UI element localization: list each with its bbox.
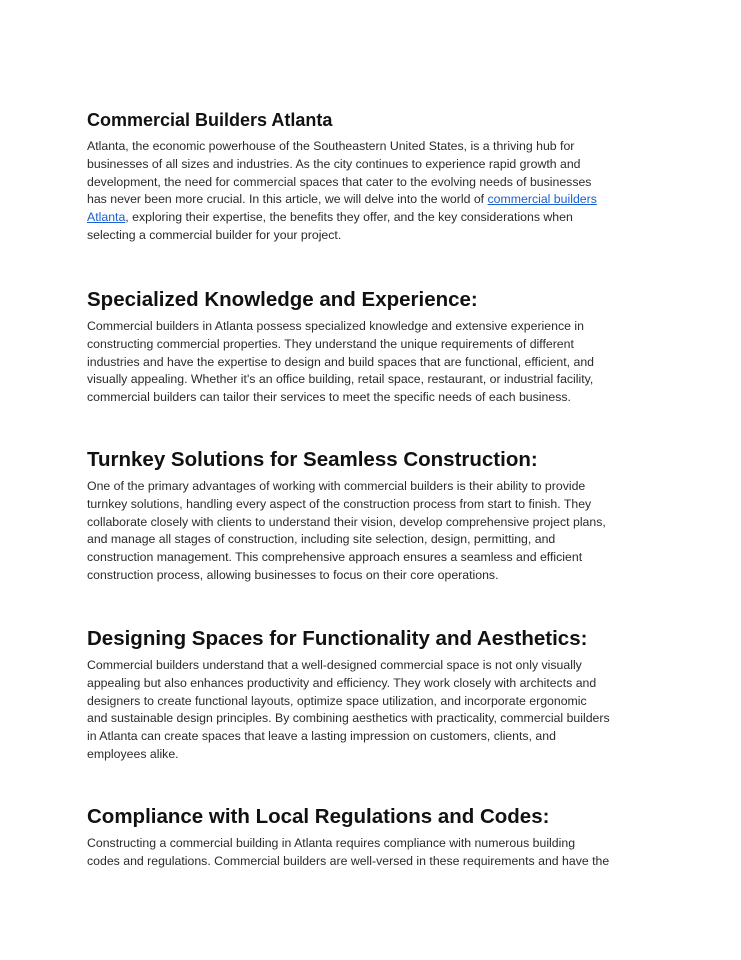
- section-paragraph: [87, 835, 652, 871]
- paragraph-line: visually appealing. Whether it's an office building, retail space, restaurant, or industrial facility,: [87, 372, 594, 387]
- paragraph-line: businesses of all sizes and industries. As the city continues to experience rapid growth and: [87, 156, 581, 171]
- paragraph-line-with-link: [87, 209, 652, 227]
- section-heading: Compliance with Local Regulations and Codes:: [87, 805, 550, 828]
- paragraph-text: , exploring their expertise, the benefits they offer, and the key considerations when: [125, 210, 573, 225]
- section-compliance: [87, 805, 652, 871]
- paragraph-line: commercial builders can tailor their services to meet the specific needs of each business.: [87, 390, 571, 405]
- paragraph-line: constructing commercial properties. They understand the unique requirements of different: [87, 336, 574, 351]
- paragraph-line: construction management. This comprehensive approach ensures a seamless and efficient: [87, 550, 583, 565]
- paragraph-line: Constructing a commercial building in Atlanta requires compliance with numerous building: [87, 836, 576, 850]
- paragraph-line: appealing but also enhances productivity and efficiency. They work closely with architects and: [87, 675, 597, 690]
- section-paragraph: [87, 318, 652, 407]
- intro-paragraph: [87, 138, 652, 245]
- commercial-builders-link[interactable]: commercial builders: [487, 192, 597, 207]
- document-title: Commercial Builders Atlanta: [87, 110, 333, 130]
- paragraph-line: collaborate closely with clients to understand their vision, develop comprehensive project plans,: [87, 514, 606, 529]
- paragraph-line: designers to create functional layouts, optimize space utilization, and incorporate ergonomic: [87, 693, 587, 708]
- paragraph-line: Commercial builders understand that a well-designed commercial space is not only visually: [87, 658, 582, 672]
- atlanta-link[interactable]: Atlanta: [87, 210, 126, 225]
- section-paragraph: [87, 478, 652, 585]
- paragraph-line: One of the primary advantages of working with commercial builders is their ability to provide: [87, 479, 586, 493]
- section-heading: Turnkey Solutions for Seamless Construction:: [87, 448, 538, 471]
- paragraph-line: selecting a commercial builder for your project.: [87, 227, 342, 242]
- section-paragraph: [87, 657, 652, 764]
- paragraph-line: in Atlanta can create spaces that leave a lasting impression on customers, clients, and: [87, 729, 556, 744]
- paragraph-line: and manage all stages of construction, including site selection, design, permitting, and: [87, 532, 556, 547]
- paragraph-line-with-link: [87, 191, 652, 209]
- paragraph-line: industries and have the expertise to design and build spaces that are functional, efficient, and: [87, 354, 595, 369]
- paragraph-line: Commercial builders in Atlanta possess specialized knowledge and extensive experience in: [87, 319, 584, 333]
- section-heading: Designing Spaces for Functionality and Aesthetics:: [87, 627, 588, 650]
- paragraph-line: codes and regulations. Commercial builders are well-versed in these requirements and have the: [87, 853, 610, 868]
- paragraph-line: development, the need for commercial spaces that cater to the evolving needs of businesses: [87, 174, 592, 189]
- section-designing-spaces: [87, 627, 652, 764]
- section-turnkey-solutions: [87, 448, 652, 585]
- paragraph-line: and sustainable design principles. By combining aesthetics with practicality, commercial builders: [87, 711, 610, 726]
- paragraph-line: employees alike.: [87, 746, 179, 761]
- section-intro: [87, 109, 652, 245]
- paragraph-line: construction process, allowing businesses to focus on their core operations.: [87, 567, 499, 582]
- paragraph-text: has never been more crucial. In this article, we will delve into the world of: [87, 192, 485, 207]
- paragraph-line: turnkey solutions, handling every aspect of the construction process from start to finish. They: [87, 496, 592, 511]
- paragraph-line: Atlanta, the economic powerhouse of the Southeastern United States, is a thriving hub for: [87, 139, 575, 153]
- section-heading: Specialized Knowledge and Experience:: [87, 288, 478, 311]
- section-specialized-knowledge: [87, 288, 652, 407]
